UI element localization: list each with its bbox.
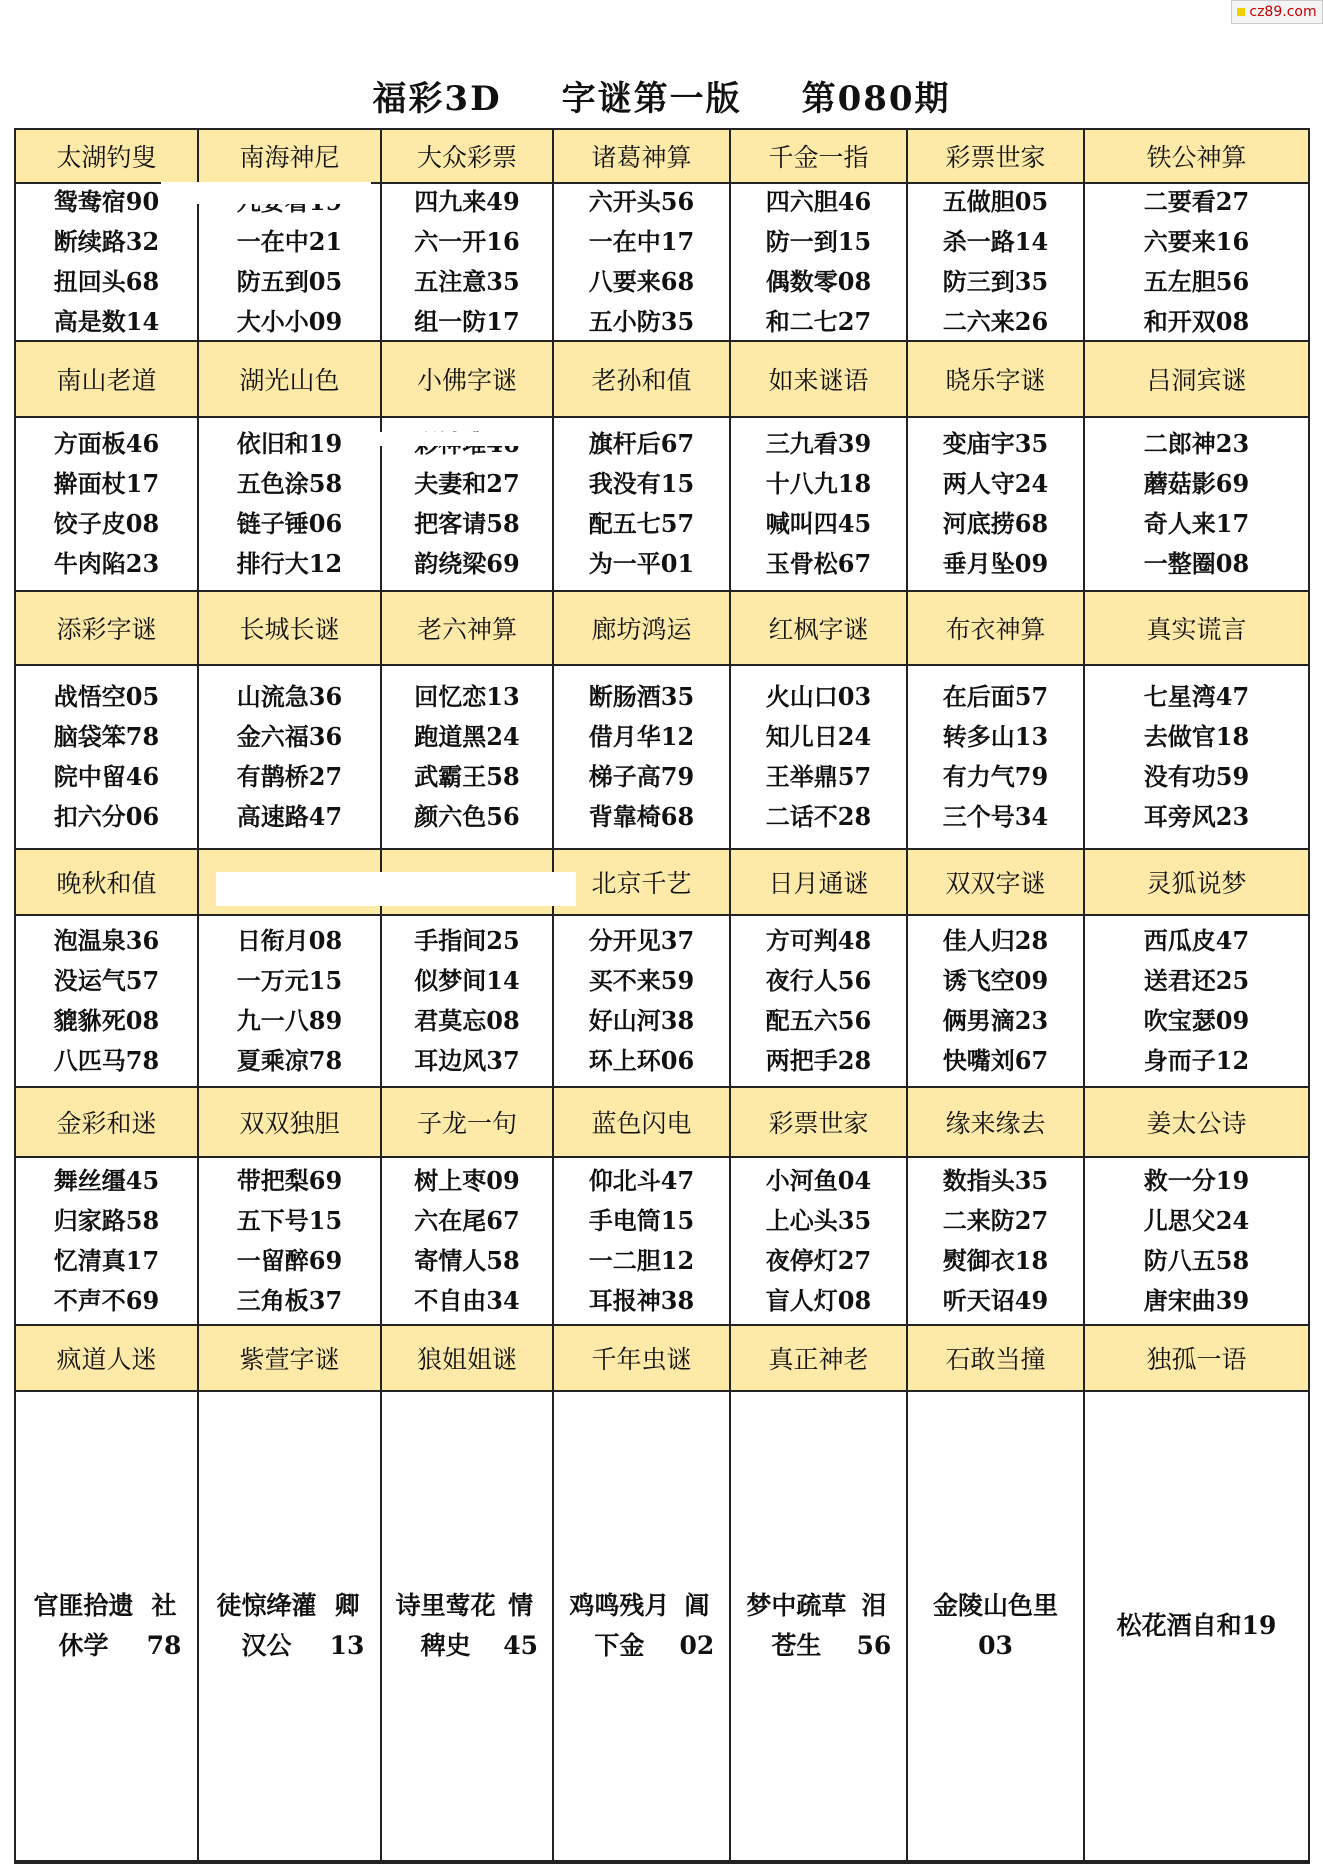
riddle-body-row xyxy=(16,916,1308,1088)
riddle-line: 五色涂58 xyxy=(236,469,343,498)
riddle-line: 社78 xyxy=(146,1591,182,1660)
riddle-line: 依旧和19 xyxy=(236,429,343,458)
riddle-line: 知儿日24 xyxy=(765,722,872,751)
riddle-line: 防八五58 xyxy=(1143,1246,1250,1275)
riddle-line: 方可判48 xyxy=(765,926,872,955)
source-name: 晚秋和值 xyxy=(16,850,199,914)
riddle-line: 牛肉陷23 xyxy=(53,549,160,578)
source-name: 金彩和迷 xyxy=(16,1088,199,1156)
riddle-line: 韵绕梁69 xyxy=(414,549,520,578)
riddle-line: 变庙宇35 xyxy=(942,429,1049,458)
riddle-line: 十八九18 xyxy=(765,469,872,498)
source-name: 千金一指 xyxy=(731,130,908,182)
riddle-cell xyxy=(554,666,731,848)
riddle-cell xyxy=(1085,184,1308,340)
riddle-line: 不声不69 xyxy=(53,1286,160,1315)
riddle-line: 四六胆46 xyxy=(765,187,872,216)
source-name: 吕洞宾谜 xyxy=(1146,366,1247,395)
riddle-line: 大小小09 xyxy=(236,307,343,336)
riddle-line: 三角板37 xyxy=(236,1286,343,1315)
source-name: 晓乐字谜 xyxy=(908,342,1085,416)
riddle-line: 有力气79 xyxy=(942,762,1049,791)
riddle-line: 断续路32 xyxy=(53,227,160,256)
riddle-cell xyxy=(199,1158,382,1324)
riddle-line: 吹宝瑟09 xyxy=(1143,1006,1250,1035)
source-name: 南山老道 xyxy=(16,342,199,416)
riddle-line: 扭回头68 xyxy=(53,267,160,296)
riddle-line: 君莫忘08 xyxy=(414,1006,520,1035)
source-name: 真实谎言 xyxy=(1146,615,1247,644)
riddle-line: 擀面杖17 xyxy=(53,469,160,498)
riddle-line: 盲人灯08 xyxy=(765,1286,872,1315)
watermark-text: cz89.com xyxy=(1249,4,1317,20)
riddle-header-row xyxy=(16,1326,1308,1392)
riddle-line: 鸡鸣残月下金 xyxy=(569,1591,670,1660)
riddle-cell xyxy=(1085,916,1308,1086)
riddle-cell xyxy=(16,1392,199,1860)
riddle-line: 转多山13 xyxy=(942,722,1049,751)
riddle-line: 武霸王58 xyxy=(414,762,520,791)
riddle-line: 儿思父24 xyxy=(1143,1206,1250,1235)
riddle-line: 院中留46 xyxy=(53,762,160,791)
source-name: 老六神算 xyxy=(382,592,554,664)
riddle-line: 防三到35 xyxy=(942,267,1049,296)
riddle-cell xyxy=(731,418,908,590)
riddle-line: 饺子皮08 xyxy=(53,509,160,538)
riddle-line: 手电筒15 xyxy=(588,1206,695,1235)
riddle-line: 八要来68 xyxy=(588,267,695,296)
riddle-header-row xyxy=(16,342,1308,418)
riddle-cell xyxy=(1085,1158,1308,1324)
title-left: 福彩3D xyxy=(372,78,502,119)
riddle-line: 一在中17 xyxy=(588,227,695,256)
riddle-line: 防一到15 xyxy=(765,227,872,256)
riddle-line: 玉骨松67 xyxy=(765,549,872,578)
riddle-line: 四九来49 xyxy=(414,187,520,216)
riddle-line: 方面板46 xyxy=(53,429,160,458)
riddle-line: 梯子高79 xyxy=(588,762,695,791)
source-name: 狼姐姐谜 xyxy=(382,1326,554,1390)
riddle-cell xyxy=(908,1158,1085,1324)
riddle-line: 一二胆12 xyxy=(588,1246,695,1275)
riddle-line: 颜六色56 xyxy=(414,802,520,831)
source-name: 双双独胆 xyxy=(199,1088,382,1156)
riddle-line: 似梦间14 xyxy=(414,966,520,995)
riddle-line: 断肠酒35 xyxy=(588,682,695,711)
riddle-line: 金陵山色里03 xyxy=(932,1591,1058,1660)
riddle-line: 河底捞68 xyxy=(942,509,1049,538)
riddle-cell xyxy=(16,184,199,340)
riddle-line: 没有功59 xyxy=(1143,762,1250,791)
riddle-line: 山流急36 xyxy=(236,682,343,711)
riddle-header-row xyxy=(16,130,1308,184)
riddle-line: 日衔月08 xyxy=(236,926,343,955)
riddle-line: 寄情人58 xyxy=(414,1246,520,1275)
riddle-line: 八匹马78 xyxy=(53,1046,160,1075)
riddle-cell xyxy=(1085,666,1308,848)
source-name: 铁公神算 xyxy=(1146,143,1247,172)
riddle-line: 一在中21 xyxy=(236,227,343,256)
riddle-line: 诗里莺花稗史 xyxy=(395,1591,496,1660)
riddle-cell xyxy=(16,1158,199,1324)
riddle-line: 偶数零08 xyxy=(765,267,872,296)
riddle-cell xyxy=(382,1158,554,1324)
source-name: 廊坊鸿运 xyxy=(554,592,731,664)
watermark-badge xyxy=(1231,0,1323,24)
riddle-line: 俩男滴23 xyxy=(942,1006,1049,1035)
riddle-line: 把客请58 xyxy=(414,509,520,538)
riddle-cell xyxy=(731,184,908,340)
riddle-line: 杀一路14 xyxy=(942,227,1049,256)
riddle-line: 泡温泉36 xyxy=(53,926,160,955)
riddle-line: 听天诏49 xyxy=(942,1286,1049,1315)
riddle-line: 梦中疏草苍生 xyxy=(746,1591,847,1660)
riddle-line: 两把手28 xyxy=(765,1046,872,1075)
riddle-line: 一万元15 xyxy=(236,966,343,995)
source-name: 缘来缘去 xyxy=(908,1088,1085,1156)
riddle-line: 扣六分06 xyxy=(53,802,160,831)
riddle-line: 送君还25 xyxy=(1143,966,1250,995)
riddle-line: 三个号34 xyxy=(942,802,1049,831)
riddle-line: 六要来16 xyxy=(1143,227,1250,256)
riddle-line: 六在尾67 xyxy=(414,1206,520,1235)
riddle-cell xyxy=(731,916,908,1086)
riddle-line: 五小防35 xyxy=(588,307,695,336)
source-name: 湖光山色 xyxy=(199,342,382,416)
riddle-line: 防五到05 xyxy=(236,267,343,296)
riddle-body-row xyxy=(16,418,1308,592)
source-name: 灵狐说梦 xyxy=(1146,869,1247,898)
source-name: 北京千艺 xyxy=(554,850,731,914)
riddle-cell xyxy=(554,418,731,590)
source-name: 如来谜语 xyxy=(731,342,908,416)
riddle-cell xyxy=(199,666,382,848)
riddle-line: 舞丝缰45 xyxy=(53,1166,160,1195)
riddle-line: 脑袋笨78 xyxy=(53,722,160,751)
riddle-line: 五左胆56 xyxy=(1143,267,1250,296)
riddle-line: 和二七27 xyxy=(765,307,872,336)
riddle-line: 阊02 xyxy=(679,1591,715,1660)
riddle-cell xyxy=(908,1392,1085,1860)
riddle-line: 战悟空05 xyxy=(53,682,160,711)
riddle-line: 不自由34 xyxy=(414,1286,520,1315)
riddle-line: 忆清真17 xyxy=(53,1246,160,1275)
riddle-line: 泪56 xyxy=(856,1591,892,1660)
riddle-line: 二来防27 xyxy=(942,1206,1049,1235)
source-name: 长城长谜 xyxy=(199,592,382,664)
riddle-line: 跑道黑24 xyxy=(414,722,520,751)
riddle-line: 环上环06 xyxy=(588,1046,695,1075)
source-name: 太湖钓叟 xyxy=(16,130,199,182)
riddle-line: 蘑菇影69 xyxy=(1143,469,1250,498)
riddle-line: 松花酒自和19 xyxy=(1116,1611,1277,1640)
source-name: 姜太公诗 xyxy=(1146,1109,1247,1138)
riddle-line: 耳边风37 xyxy=(414,1046,520,1075)
riddle-cell xyxy=(908,916,1085,1086)
riddle-line: 手指间25 xyxy=(414,926,520,955)
riddle-line: 六开头56 xyxy=(588,187,695,216)
source-name: 真正神老 xyxy=(731,1326,908,1390)
riddle-cell xyxy=(554,184,731,340)
riddle-line: 六一开16 xyxy=(414,227,520,256)
source-name: 小佛字谜 xyxy=(382,342,554,416)
riddle-line: 我没有15 xyxy=(588,469,695,498)
riddle-cell xyxy=(1085,1392,1308,1860)
redaction-patch xyxy=(216,872,576,906)
riddle-line: 卿13 xyxy=(329,1591,365,1660)
riddle-cell xyxy=(382,666,554,848)
source-name: 南海神尼 xyxy=(199,130,382,182)
source-name: 布衣神算 xyxy=(908,592,1085,664)
riddle-cell xyxy=(908,666,1085,848)
riddle-cell xyxy=(731,1392,908,1860)
source-name: 大众彩票 xyxy=(382,130,554,182)
source-name: 紫萱字谜 xyxy=(199,1326,382,1390)
riddle-line: 垂月坠09 xyxy=(942,549,1049,578)
source-name: 双双字谜 xyxy=(908,850,1085,914)
riddle-line: 数指头35 xyxy=(942,1166,1049,1195)
riddle-line: 链子锤06 xyxy=(236,509,343,538)
riddle-line: 配五七57 xyxy=(588,509,695,538)
source-name: 红枫字谜 xyxy=(731,592,908,664)
riddle-line: 在后面57 xyxy=(942,682,1049,711)
riddle-line: 有鹊桥27 xyxy=(236,762,343,791)
riddle-cell xyxy=(382,916,554,1086)
riddle-line: 情45 xyxy=(503,1591,539,1660)
riddle-line: 上心头35 xyxy=(765,1206,872,1235)
riddle-line: 鸳鸯宿90 xyxy=(53,187,160,216)
riddle-cell xyxy=(16,916,199,1086)
riddle-line: 佳人归28 xyxy=(942,926,1049,955)
riddle-cell xyxy=(908,184,1085,340)
riddle-line: 熨御衣18 xyxy=(942,1246,1049,1275)
riddle-line: 五做胆05 xyxy=(942,187,1049,216)
riddle-line: 仰北斗47 xyxy=(588,1166,695,1195)
riddle-line: 五下号15 xyxy=(236,1206,343,1235)
riddle-line: 分开见37 xyxy=(588,926,695,955)
riddle-cell xyxy=(16,666,199,848)
source-name: 诸葛神算 xyxy=(554,130,731,182)
riddle-line: 归家路58 xyxy=(53,1206,160,1235)
riddle-line: 三九看39 xyxy=(765,429,872,458)
riddle-line: 高速路47 xyxy=(236,802,343,831)
source-name: 日月通谜 xyxy=(731,850,908,914)
riddle-line: 夫妻和27 xyxy=(414,469,520,498)
riddle-line: 组一防17 xyxy=(414,307,520,336)
riddle-cell xyxy=(199,916,382,1086)
source-name: 添彩字谜 xyxy=(16,592,199,664)
riddle-line: 救一分19 xyxy=(1143,1166,1250,1195)
riddle-line: 没运气57 xyxy=(53,966,160,995)
riddle-line: 身而子12 xyxy=(1143,1046,1250,1075)
riddle-line: 二郎神23 xyxy=(1143,429,1250,458)
riddle-line: 高是数14 xyxy=(53,307,160,336)
riddle-line: 九一八89 xyxy=(236,1006,343,1035)
riddle-line: 排行大12 xyxy=(236,549,343,578)
riddle-line: 王举鼎57 xyxy=(765,762,872,791)
riddle-line: 夜停灯27 xyxy=(765,1246,872,1275)
redaction-patch xyxy=(346,432,546,446)
riddle-header-row xyxy=(16,850,1308,916)
riddle-cell xyxy=(554,1158,731,1324)
riddle-line: 唐宋曲39 xyxy=(1143,1286,1250,1315)
riddle-line: 带把梨69 xyxy=(236,1166,343,1195)
riddle-line: 官匪拾遗休学 xyxy=(33,1591,134,1660)
riddle-line: 奇人来17 xyxy=(1143,509,1250,538)
riddle-line: 为一平01 xyxy=(588,549,695,578)
source-name: 彩票世家 xyxy=(731,1088,908,1156)
riddle-cell xyxy=(554,916,731,1086)
riddle-body-row xyxy=(16,666,1308,850)
riddle-line: 七星湾47 xyxy=(1143,682,1250,711)
riddle-line: 喊叫四45 xyxy=(765,509,872,538)
riddle-cell xyxy=(16,418,199,590)
riddle-cell xyxy=(382,184,554,340)
riddle-line: 夜行人56 xyxy=(765,966,872,995)
riddle-line: 两人守24 xyxy=(942,469,1049,498)
riddle-body-row xyxy=(16,1392,1308,1862)
page-title xyxy=(0,60,1323,130)
riddle-line: 和开双08 xyxy=(1143,307,1250,336)
riddle-line: 好山河38 xyxy=(588,1006,695,1035)
riddle-line: 二话不28 xyxy=(765,802,872,831)
riddle-line: 快嘴刘67 xyxy=(942,1046,1049,1075)
badge-square-icon xyxy=(1237,8,1245,16)
riddle-table xyxy=(14,128,1310,1864)
riddle-body-row xyxy=(16,184,1308,342)
riddle-line: 耳报神38 xyxy=(588,1286,695,1315)
riddle-line: 火山口03 xyxy=(765,682,872,711)
riddle-line: 一整圈08 xyxy=(1143,549,1250,578)
riddle-cell xyxy=(199,184,382,340)
title-mid: 字谜第一版 xyxy=(561,78,742,119)
riddle-header-row xyxy=(16,592,1308,666)
riddle-cell xyxy=(199,1392,382,1860)
source-name: 蓝色闪电 xyxy=(554,1088,731,1156)
riddle-line: 配五六56 xyxy=(765,1006,872,1035)
source-name: 独孤一语 xyxy=(1146,1345,1247,1374)
riddle-line: 诱飞空09 xyxy=(942,966,1049,995)
riddle-line: 貔貅死08 xyxy=(53,1006,160,1035)
riddle-line: 树上枣09 xyxy=(414,1166,520,1195)
riddle-cell xyxy=(554,1392,731,1860)
redaction-patch xyxy=(161,182,371,204)
riddle-cell xyxy=(908,418,1085,590)
riddle-cell xyxy=(1085,418,1308,590)
source-name: 老孙和值 xyxy=(554,342,731,416)
source-name: 石敢当撞 xyxy=(908,1326,1085,1390)
riddle-line: 回忆恋13 xyxy=(414,682,520,711)
riddle-header-row xyxy=(16,1088,1308,1158)
riddle-line: 五注意35 xyxy=(414,267,520,296)
riddle-line: 徒惊绛灌汉公 xyxy=(216,1591,317,1660)
riddle-body-row xyxy=(16,1158,1308,1326)
riddle-line: 耳旁风23 xyxy=(1143,802,1250,831)
riddle-line: 买不来59 xyxy=(588,966,695,995)
title-right: 第080期 xyxy=(801,78,951,119)
source-name: 子龙一句 xyxy=(382,1088,554,1156)
riddle-line: 夏乘凉78 xyxy=(236,1046,343,1075)
source-name: 彩票世家 xyxy=(908,130,1085,182)
riddle-line: 一留醉69 xyxy=(236,1246,343,1275)
riddle-line: 二要看27 xyxy=(1143,187,1250,216)
riddle-line: 西瓜皮47 xyxy=(1143,926,1250,955)
source-name: 千年虫谜 xyxy=(554,1326,731,1390)
riddle-line: 背靠椅68 xyxy=(588,802,695,831)
riddle-cell xyxy=(731,1158,908,1324)
riddle-cell xyxy=(731,666,908,848)
riddle-line: 金六福36 xyxy=(236,722,343,751)
riddle-line: 二六来26 xyxy=(942,307,1049,336)
riddle-cell xyxy=(382,1392,554,1860)
riddle-line: 旗杆后67 xyxy=(588,429,695,458)
riddle-line: 借月华12 xyxy=(588,722,695,751)
riddle-line: 去做官18 xyxy=(1143,722,1250,751)
source-name: 疯道人迷 xyxy=(16,1326,199,1390)
riddle-line: 小河鱼04 xyxy=(765,1166,872,1195)
